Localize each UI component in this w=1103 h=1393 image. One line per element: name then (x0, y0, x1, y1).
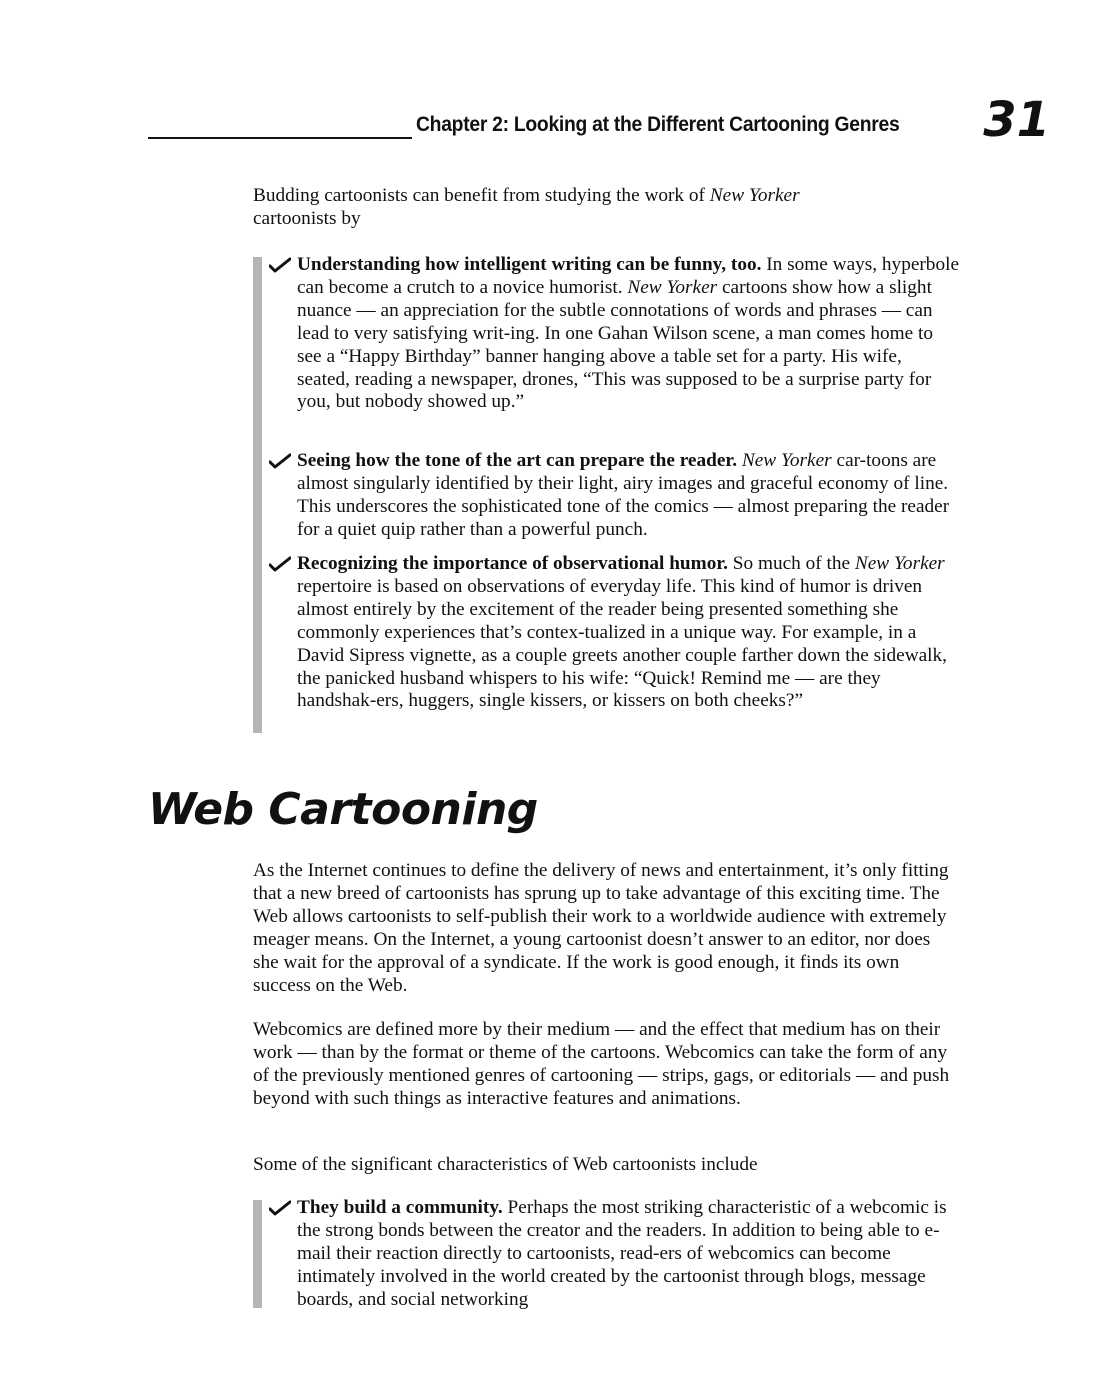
section-heading: Web Cartooning (148, 784, 538, 835)
bullet-lead: Seeing how the tone of the art can prepare the reader. (297, 450, 738, 471)
page-number: 31 (983, 92, 1050, 148)
bullet-sidebar (253, 257, 262, 733)
section-paragraph: Webcomics are defined more by their medium — and the effect that medium has on their work — than by the format or theme of the cartoons. Webcomics can take the form of any of the previously mentioned genres of cartooning — strips, gags, or editorials — and push beyond with such things as interactive features and animations. (253, 1019, 950, 1109)
bullet-item (297, 254, 959, 414)
check-mark-icon (269, 453, 291, 469)
intro-italic: New Yorker (709, 185, 800, 206)
bullet-lead: Recognizing the importance of observational humor. (297, 553, 728, 574)
new-yorker-bullet-list (253, 254, 960, 733)
bullet-italic: New Yorker (627, 276, 718, 298)
bullet-text: In some ways, hyperbole can become a crutch to a novice humorist. (297, 254, 960, 298)
check-mark-icon (269, 257, 291, 273)
bullet-lead: They build a community. (297, 1197, 503, 1218)
bullet-item (297, 450, 959, 542)
check-mark-icon (269, 556, 291, 572)
bullet-text: Perhaps the most striking characteristic of a webcomic is the strong bonds between the creator and the readers. In addition to being able to e-mail their reaction directly to cartoonists, read-ers of webcomics can become intimately involved in the world created by the cartoonist through blogs, message boards, and social networking (297, 1197, 947, 1310)
bullet-text: So much of the (727, 553, 855, 574)
intro-paragraph (253, 185, 958, 231)
bullet-lead: Understanding how intelligent writing can be funny, too. (297, 254, 762, 275)
check-mark-icon (269, 1200, 291, 1216)
bullet-text: cartoons show how a slight nuance — an appreciation for the subtle connotations of words and phrases — can lead to very satisfying writ-ing. In one Gahan Wilson scene, a man comes home to see a “Happy Birthday” banner hanging above a table set for a party. His wife, seated, reading a newspaper, drones, “This was supposed to be a surprise party for you, but nobody showed up.” (297, 276, 934, 413)
bullet-italic: New Yorker (854, 553, 945, 574)
header-rule (148, 137, 412, 139)
section-paragraph: As the Internet continues to define the delivery of news and entertainment, it’s only fitting that a new breed of cartoonists has sprung up to take advantage of this exciting time. The Web allows cartoonists to self-publish their work to a worldwide audience with extremely meager means. On the Internet, a young cartoonist doesn’t answer to an editor, nor does she wait for the approval of a syndicate. If the work is good enough, it finds its own success on the Web. (253, 860, 949, 996)
section-paragraph: Some of the significant characteristics of Web cartoonists include (253, 1154, 758, 1175)
intro-text-end: cartoonists by (253, 207, 361, 229)
bullet-text: repertoire is based on observations of everyday life. This kind of humor is driven almost entirely by the excitement of the reader being presented something she commonly experiences that’s contex-tualized in a unique way. For example, in a David Sipress vignette, as a couple greets another couple farther down the sidewalk, the panicked husband whispers to his wife: “Quick! Remind me — are they handshak-ers, huggers, single kissers, or kissers on both cheeks?” (297, 575, 947, 712)
running-header (148, 92, 1052, 152)
bullet-item (297, 1197, 959, 1312)
intro-text: Budding cartoonists can benefit from studying the work of (253, 185, 710, 206)
bullet-italic: New Yorker (741, 450, 832, 471)
bullet-sidebar (253, 1200, 262, 1308)
web-cartoonist-bullet-list (253, 1197, 958, 1310)
bullet-item (297, 553, 959, 713)
chapter-title: Chapter 2: Looking at the Different Cartooning Genres (416, 113, 900, 136)
bullet-text: car-toons are almost singularly identified by their light, airy images and graceful economy of line. This underscores the sophisticated tone of the comics — almost preparing the reader for a quiet quip rather than a powerful punch. (297, 450, 950, 540)
